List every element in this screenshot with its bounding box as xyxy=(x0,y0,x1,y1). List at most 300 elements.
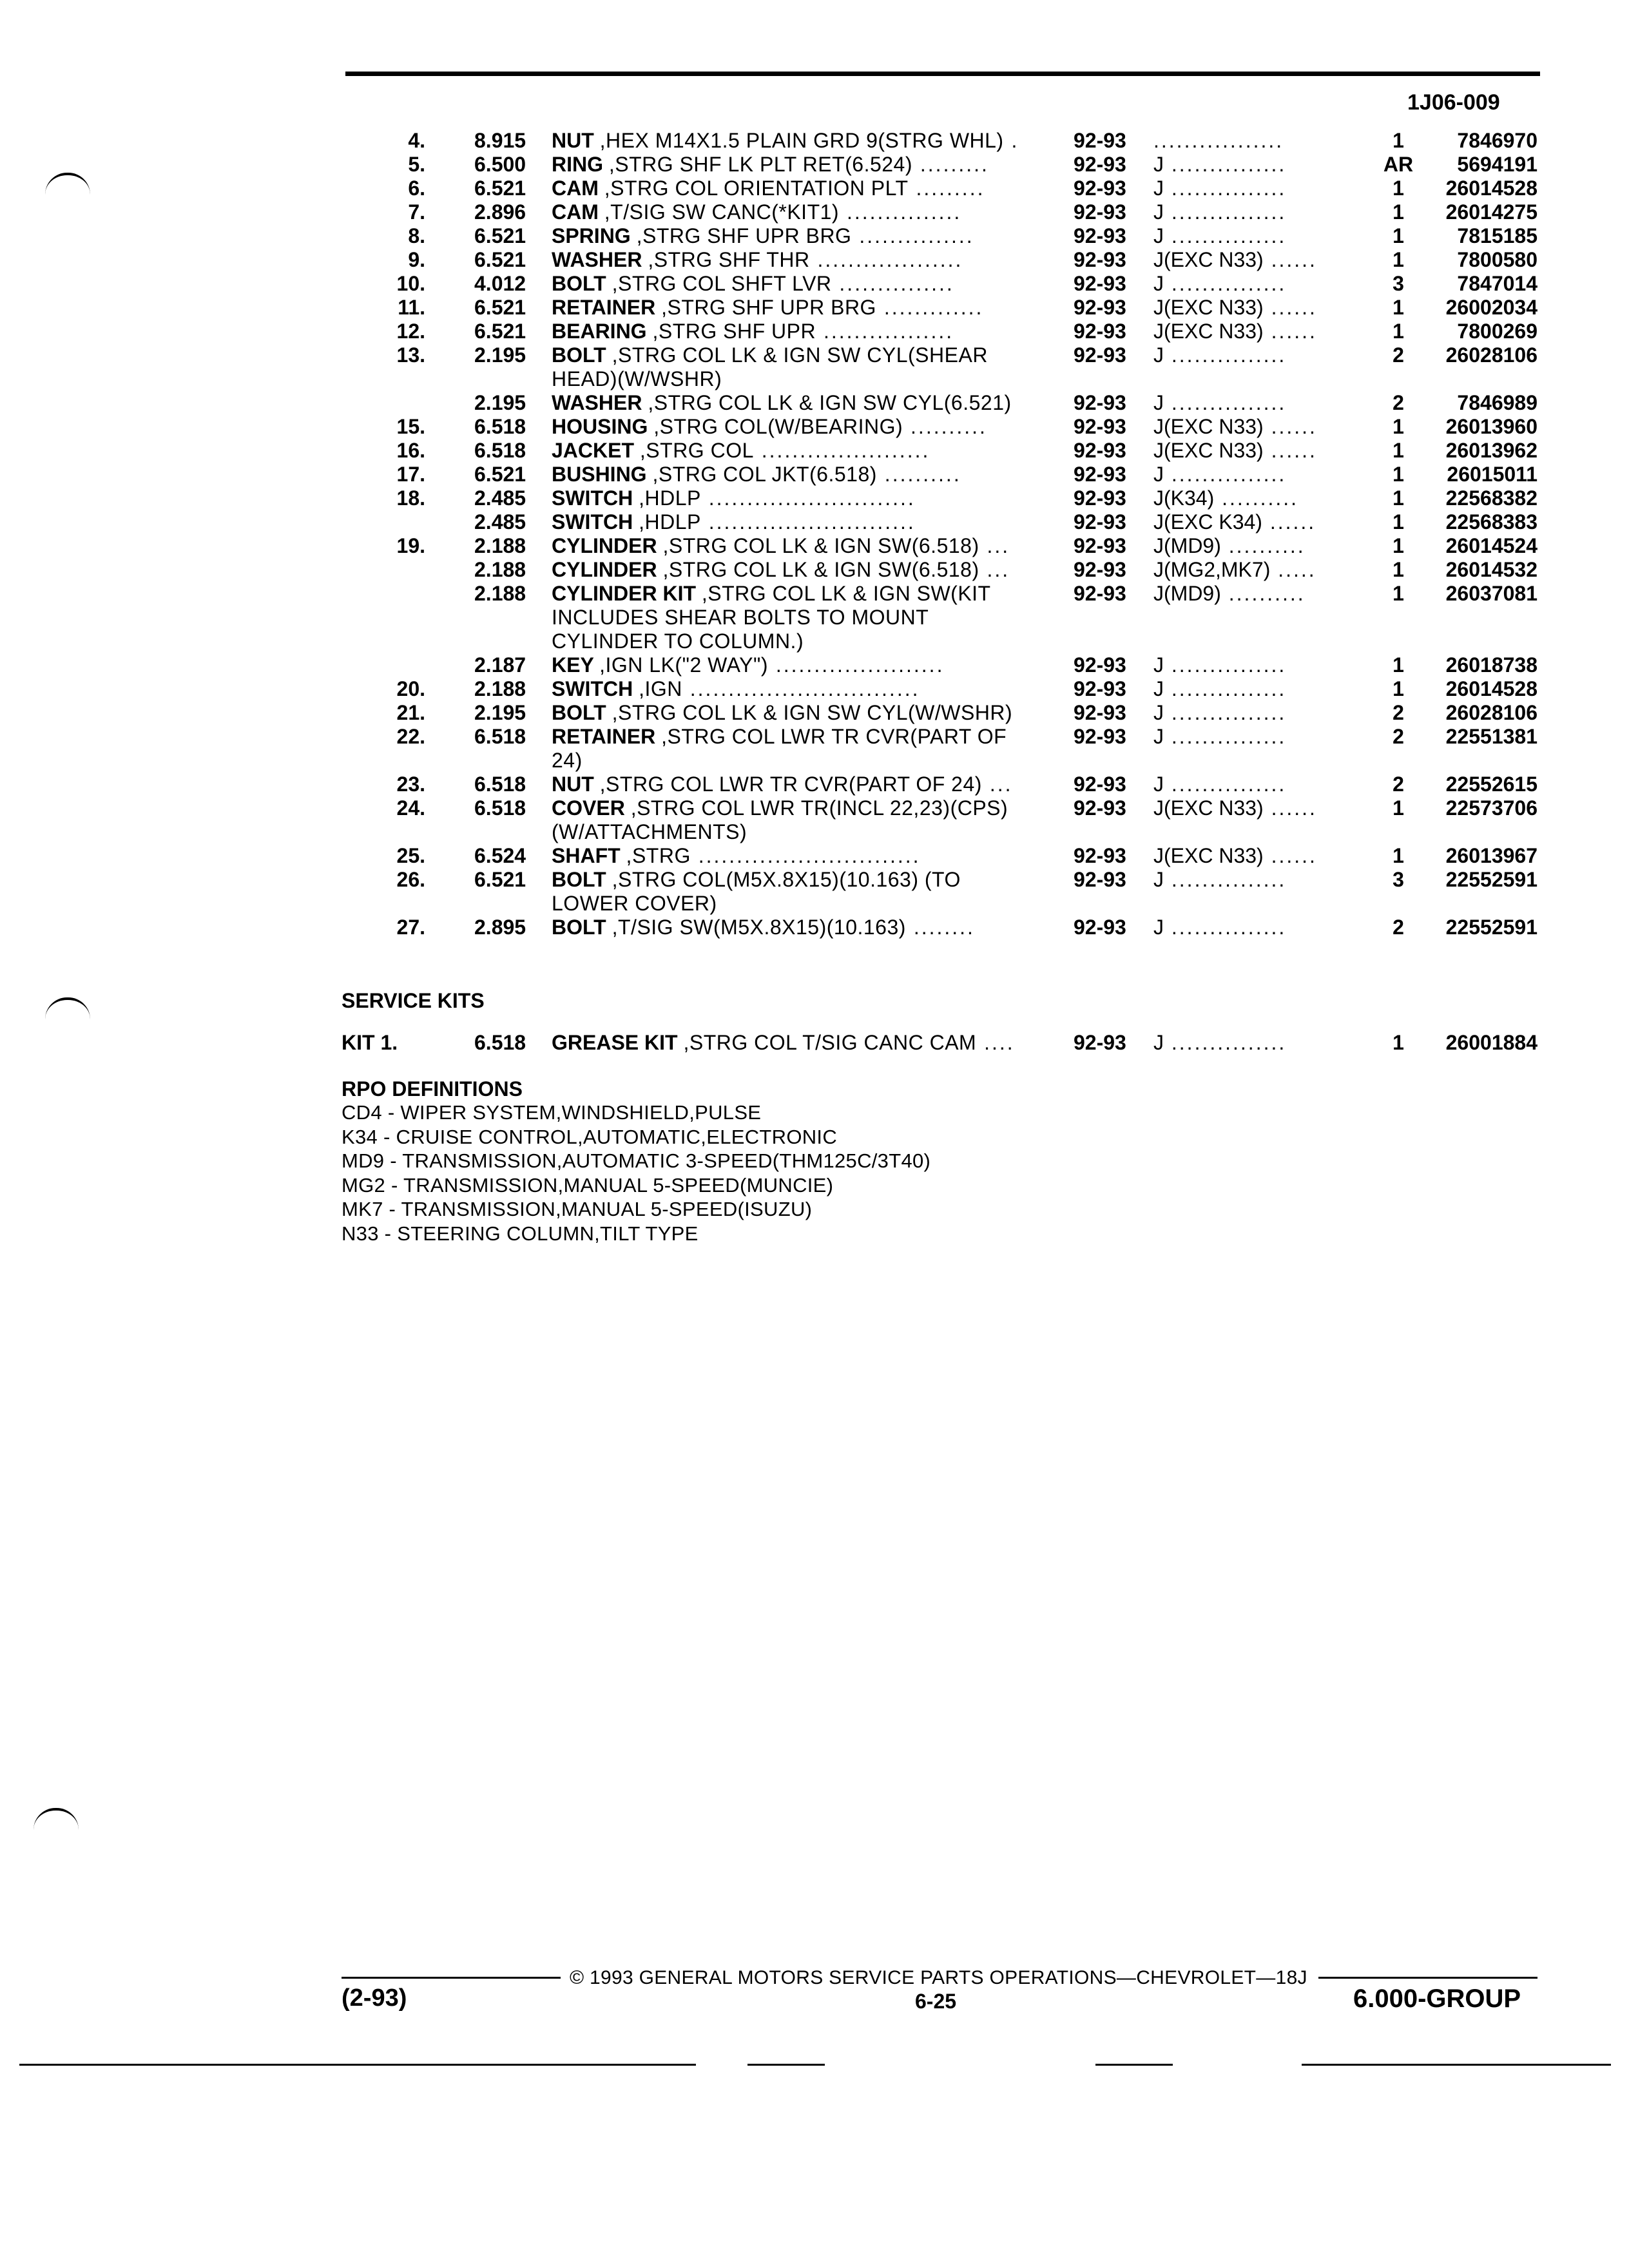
model-years: 92-93 xyxy=(1074,558,1126,581)
usage xyxy=(1153,463,1366,486)
kit-group: 6.518 xyxy=(474,1031,526,1054)
kit-dots: .... xyxy=(976,1031,1015,1054)
usage xyxy=(1153,677,1366,701)
usage-dots: .......... xyxy=(1214,486,1299,510)
leader-dots: ... xyxy=(981,773,1013,796)
quantity: AR xyxy=(1383,153,1414,176)
model-years: 92-93 xyxy=(1074,343,1126,367)
usage-dots: ...... xyxy=(1263,439,1317,462)
part-description xyxy=(552,796,1041,820)
part-number: 7847014 xyxy=(1457,272,1537,295)
usage-dots: ............... xyxy=(1164,463,1287,486)
part-row xyxy=(0,844,1629,868)
part-number: 22552591 xyxy=(1445,916,1537,939)
part-name: WASHER xyxy=(552,248,642,271)
part-row xyxy=(0,916,1629,939)
part-number: 7846989 xyxy=(1457,391,1537,414)
group-number: 6.518 xyxy=(474,773,526,796)
description-continuation xyxy=(0,892,1629,916)
part-desc: ,STRG COL LWR TR CVR(PART OF 24) xyxy=(599,773,982,796)
continuation-text: LOWER COVER) xyxy=(552,892,717,915)
model-years: 92-93 xyxy=(1074,582,1126,605)
footer-date: (2-93) xyxy=(342,1984,407,2012)
part-description xyxy=(552,391,1041,415)
item-number: 10. xyxy=(396,272,425,295)
part-name: SWITCH xyxy=(552,510,633,533)
quantity: 1 xyxy=(1393,320,1404,343)
item-number: 26. xyxy=(396,868,425,891)
item-number: 5. xyxy=(408,153,425,176)
usage xyxy=(1153,296,1366,320)
part-name: SWITCH xyxy=(552,486,633,510)
quantity: 1 xyxy=(1393,177,1404,200)
group-number: 2.188 xyxy=(474,534,526,557)
description-continuation xyxy=(0,629,1629,653)
group-number: 6.524 xyxy=(474,844,526,867)
usage xyxy=(1153,248,1366,272)
part-number: 26013960 xyxy=(1445,415,1537,438)
model-years: 92-93 xyxy=(1074,415,1126,438)
usage xyxy=(1153,343,1366,367)
part-desc: ,STRG COL JKT(6.518) xyxy=(652,463,877,486)
usage-code: J xyxy=(1153,272,1164,295)
usage xyxy=(1153,272,1366,296)
part-desc: ,STRG COL xyxy=(639,439,754,462)
group-number: 6.500 xyxy=(474,153,526,176)
usage-dots: ............... xyxy=(1164,200,1287,224)
description-continuation xyxy=(0,606,1629,629)
part-row xyxy=(0,582,1629,606)
page-number: 6-25 xyxy=(915,1990,957,2013)
usage xyxy=(1153,415,1366,439)
part-row xyxy=(0,725,1629,749)
part-description xyxy=(552,558,1041,582)
part-name: BOLT xyxy=(552,916,606,939)
continuation-text: (W/ATTACHMENTS) xyxy=(552,820,747,843)
part-number: 26037081 xyxy=(1445,582,1537,605)
kit-part-number: 26001884 xyxy=(1445,1031,1537,1054)
group-number: 2.485 xyxy=(474,510,526,533)
leader-dots: ......... xyxy=(912,153,989,176)
part-number: 26015011 xyxy=(1447,463,1537,486)
part-row xyxy=(0,296,1629,320)
rpo-definition: K34 - CRUISE CONTROL,AUTOMATIC,ELECTRONIC xyxy=(342,1125,838,1148)
group-number: 2.187 xyxy=(474,653,526,677)
part-description xyxy=(552,439,1041,463)
usage-dots: ............... xyxy=(1164,701,1287,724)
item-number: 20. xyxy=(396,677,425,700)
part-number: 22552615 xyxy=(1445,773,1537,796)
part-desc: ,STRG SHF LK PLT RET(6.524) xyxy=(608,153,912,176)
part-desc: ,STRG COL LK & IGN SW(KIT xyxy=(701,582,991,605)
leader-dots: ... xyxy=(979,558,1010,581)
part-description xyxy=(552,153,1041,177)
part-description xyxy=(552,510,1041,534)
part-desc: ,STRG SHF THR xyxy=(648,248,810,271)
part-name: CYLINDER xyxy=(552,558,657,581)
part-row xyxy=(0,153,1629,177)
part-name: NUT xyxy=(552,773,594,796)
item-number: 9. xyxy=(408,248,425,271)
part-name: CAM xyxy=(552,177,599,200)
part-name: HOUSING xyxy=(552,415,648,438)
part-number: 26018738 xyxy=(1445,653,1537,677)
quantity: 2 xyxy=(1393,343,1404,367)
part-number: 26028106 xyxy=(1445,701,1537,724)
usage-dots: ............... xyxy=(1164,725,1287,748)
quantity: 1 xyxy=(1393,200,1404,224)
part-description xyxy=(552,296,1041,320)
item-number: 21. xyxy=(396,701,425,724)
model-years: 92-93 xyxy=(1074,510,1126,533)
item-number: 24. xyxy=(396,796,425,820)
quantity: 1 xyxy=(1393,415,1404,438)
model-years: 92-93 xyxy=(1074,534,1126,557)
part-row xyxy=(0,343,1629,367)
usage xyxy=(1153,391,1366,415)
group-number: 2.895 xyxy=(474,916,526,939)
document-id: 1J06-009 xyxy=(1407,90,1500,115)
part-number: 26014528 xyxy=(1445,677,1537,700)
part-row xyxy=(0,701,1629,725)
quantity: 3 xyxy=(1393,272,1404,295)
bottom-rule xyxy=(747,2064,825,2066)
kit-years: 92-93 xyxy=(1074,1031,1126,1054)
description-continuation xyxy=(0,820,1629,844)
usage-dots: ............... xyxy=(1164,868,1287,891)
part-description xyxy=(552,582,1041,606)
part-row xyxy=(0,653,1629,677)
usage-dots: ............... xyxy=(1164,343,1287,367)
part-name: BOLT xyxy=(552,868,606,891)
description-continuation xyxy=(0,367,1629,391)
quantity: 2 xyxy=(1393,701,1404,724)
part-description xyxy=(552,486,1041,510)
usage-code: J(K34) xyxy=(1153,486,1215,510)
usage xyxy=(1153,534,1366,558)
part-desc: ,STRG COL LK & IGN SW CYL(6.521) xyxy=(648,391,1012,414)
part-name: BOLT xyxy=(552,701,606,724)
model-years: 92-93 xyxy=(1074,320,1126,343)
usage-code: J xyxy=(1153,868,1164,891)
usage-dots: .......... xyxy=(1220,582,1306,605)
leader-dots: .............................. xyxy=(682,677,920,700)
kit-usage-dots: ............... xyxy=(1164,1031,1287,1054)
usage-dots: ..... xyxy=(1270,558,1316,581)
model-years: 92-93 xyxy=(1074,701,1126,724)
model-years: 92-93 xyxy=(1074,773,1126,796)
part-row xyxy=(0,248,1629,272)
part-number: 22551381 xyxy=(1445,725,1537,748)
leader-dots: ......... xyxy=(908,177,985,200)
rpo-definition: MG2 - TRANSMISSION,MANUAL 5-SPEED(MUNCIE) xyxy=(342,1173,834,1196)
usage-code: J xyxy=(1153,677,1164,700)
part-desc: ,STRG COL ORIENTATION PLT xyxy=(604,177,909,200)
item-number: 8. xyxy=(408,224,425,247)
part-number: 26014528 xyxy=(1445,177,1537,200)
part-desc: ,STRG COL LWR TR CVR(PART OF xyxy=(661,725,1007,748)
part-row xyxy=(0,224,1629,248)
model-years: 92-93 xyxy=(1074,439,1126,462)
item-number: 11. xyxy=(398,296,425,319)
usage-code: J xyxy=(1153,701,1164,724)
model-years: 92-93 xyxy=(1074,677,1126,700)
kit-desc: ,STRG COL T/SIG CANC CAM xyxy=(683,1031,977,1054)
leader-dots: ............. xyxy=(876,296,984,319)
usage-dots: ............... xyxy=(1164,153,1287,176)
part-description xyxy=(552,129,1041,153)
part-name: CYLINDER xyxy=(552,534,657,557)
part-description xyxy=(552,224,1041,248)
rpo-definition: N33 - STEERING COLUMN,TILT TYPE xyxy=(342,1222,699,1245)
model-years: 92-93 xyxy=(1074,463,1126,486)
quantity: 2 xyxy=(1393,391,1404,414)
part-row xyxy=(0,534,1629,558)
part-number: 5694191 xyxy=(1457,153,1537,176)
model-years: 92-93 xyxy=(1074,486,1126,510)
item-number: 23. xyxy=(396,773,425,796)
model-years: 92-93 xyxy=(1074,224,1126,247)
leader-dots: ........ xyxy=(905,916,975,939)
part-number: 26013967 xyxy=(1445,844,1537,867)
group-number: 6.521 xyxy=(474,868,526,891)
model-years: 92-93 xyxy=(1074,296,1126,319)
leader-dots: ............... xyxy=(839,200,962,224)
part-name: WASHER xyxy=(552,391,642,414)
part-description xyxy=(552,320,1041,343)
service-kit-row xyxy=(0,1031,1629,1055)
usage-dots: ............... xyxy=(1164,177,1287,200)
usage-code: J xyxy=(1153,916,1164,939)
part-desc: ,STRG COL LK & IGN SW(6.518) xyxy=(662,558,979,581)
group-number: 2.485 xyxy=(474,486,526,510)
part-description xyxy=(552,200,1041,224)
part-description xyxy=(552,463,1041,486)
part-desc: ,STRG COL LK & IGN SW(6.518) xyxy=(662,534,979,557)
bottom-rule xyxy=(1095,2064,1173,2066)
part-row xyxy=(0,320,1629,343)
part-name: BOLT xyxy=(552,343,606,367)
item-number: 13. xyxy=(396,343,425,367)
usage-dots: ............... xyxy=(1164,391,1287,414)
usage-code: J(EXC K34) xyxy=(1153,510,1262,533)
leader-dots: ...................... xyxy=(753,439,930,462)
group-number: 8.915 xyxy=(474,129,526,152)
leader-dots: ............... xyxy=(831,272,954,295)
leader-dots: .......... xyxy=(876,463,961,486)
leader-dots: ...................... xyxy=(767,653,945,677)
quantity: 1 xyxy=(1393,510,1404,533)
quantity: 1 xyxy=(1393,558,1404,581)
usage xyxy=(1153,200,1366,224)
part-row xyxy=(0,486,1629,510)
kit-usage xyxy=(1153,1031,1366,1055)
usage-code: J xyxy=(1153,224,1164,247)
footer-copyright: © 1993 GENERAL MOTORS SERVICE PARTS OPERATIONS—CHEVROLET—18J xyxy=(570,1967,1307,1988)
group-number: 6.521 xyxy=(474,463,526,486)
usage xyxy=(1153,224,1366,248)
item-number: 19. xyxy=(396,534,425,557)
part-desc: ,STRG COL SHFT LVR xyxy=(612,272,832,295)
kit-description xyxy=(552,1031,1041,1055)
part-desc: ,STRG COL(W/BEARING) xyxy=(653,415,903,438)
usage xyxy=(1153,510,1366,534)
usage-code: J xyxy=(1153,391,1164,414)
usage xyxy=(1153,582,1366,606)
leader-dots: ........................... xyxy=(700,510,916,533)
usage xyxy=(1153,129,1366,153)
part-number: 22552591 xyxy=(1445,868,1537,891)
item-number: 7. xyxy=(408,200,425,224)
item-number: 27. xyxy=(396,916,425,939)
quantity: 1 xyxy=(1393,534,1404,557)
part-name: CAM xyxy=(552,200,599,224)
leader-dots: ................. xyxy=(816,320,954,343)
group-number: 2.188 xyxy=(474,677,526,700)
part-row xyxy=(0,773,1629,796)
usage-code: J xyxy=(1153,725,1164,748)
item-number: 22. xyxy=(396,725,425,748)
part-description xyxy=(552,653,1041,677)
part-description xyxy=(552,701,1041,725)
footer-rule-left xyxy=(342,1977,561,1979)
usage-dots: ............... xyxy=(1164,773,1287,796)
continuation-text: INCLUDES SHEAR BOLTS TO MOUNT xyxy=(552,606,929,629)
item-number: 6. xyxy=(408,177,425,200)
part-number: 26028106 xyxy=(1445,343,1537,367)
quantity: 1 xyxy=(1393,129,1404,152)
kit-usage-code: J xyxy=(1153,1031,1164,1054)
usage-dots: ...... xyxy=(1263,248,1317,271)
part-number: 7815185 xyxy=(1457,224,1537,247)
quantity: 2 xyxy=(1393,725,1404,748)
quantity: 1 xyxy=(1393,653,1404,677)
usage xyxy=(1153,725,1366,749)
part-desc: ,HEX M14X1.5 PLAIN GRD 9(STRG WHL) xyxy=(599,129,1004,152)
group-number: 2.195 xyxy=(474,701,526,724)
part-description xyxy=(552,916,1041,939)
bottom-rule xyxy=(1302,2064,1611,2066)
part-desc: ,IGN xyxy=(639,677,682,700)
quantity: 1 xyxy=(1393,486,1404,510)
part-name: RETAINER xyxy=(552,296,656,319)
usage xyxy=(1153,773,1366,796)
usage xyxy=(1153,653,1366,677)
group-number: 6.521 xyxy=(474,320,526,343)
usage xyxy=(1153,558,1366,582)
leader-dots: ............................. xyxy=(690,844,921,867)
part-name: SWITCH xyxy=(552,677,633,700)
usage-code: J xyxy=(1153,773,1164,796)
part-number: 26014532 xyxy=(1445,558,1537,581)
part-name: SHAFT xyxy=(552,844,621,867)
quantity: 2 xyxy=(1393,773,1404,796)
usage xyxy=(1153,486,1366,510)
part-desc: ,STRG COL(M5X.8X15)(10.163) (TO xyxy=(612,868,961,891)
part-description xyxy=(552,773,1041,796)
part-description xyxy=(552,868,1041,892)
usage-code: J(EXC N33) xyxy=(1153,844,1264,867)
leader-dots: ............... xyxy=(851,224,974,247)
quantity: 1 xyxy=(1393,463,1404,486)
part-number: 26013962 xyxy=(1445,439,1537,462)
part-name: JACKET xyxy=(552,439,635,462)
part-desc: ,STRG SHF UPR xyxy=(652,320,816,343)
usage-code: J(EXC N33) xyxy=(1153,296,1264,319)
part-row xyxy=(0,463,1629,486)
part-desc: ,HDLP xyxy=(639,486,701,510)
part-desc: ,STRG COL LWR TR(INCL 22,23)(CPS) xyxy=(630,796,1008,820)
part-description xyxy=(552,177,1041,200)
kit-item: KIT 1. xyxy=(342,1031,398,1054)
part-row xyxy=(0,677,1629,701)
usage xyxy=(1153,701,1366,725)
usage xyxy=(1153,439,1366,463)
group-number: 2.195 xyxy=(474,343,526,367)
part-desc: ,STRG SHF UPR BRG xyxy=(636,224,852,247)
model-years: 92-93 xyxy=(1074,153,1126,176)
usage xyxy=(1153,153,1366,177)
part-desc: ,STRG SHF UPR BRG xyxy=(661,296,876,319)
part-description xyxy=(552,725,1041,749)
quantity: 1 xyxy=(1393,582,1404,605)
group-number: 6.521 xyxy=(474,296,526,319)
part-number: 26014524 xyxy=(1445,534,1537,557)
usage xyxy=(1153,320,1366,343)
usage-code: J(MD9) xyxy=(1153,534,1221,557)
group-number: 2.896 xyxy=(474,200,526,224)
part-description xyxy=(552,677,1041,701)
group-number: 6.521 xyxy=(474,177,526,200)
part-name: RING xyxy=(552,153,603,176)
usage-code: J(EXC N33) xyxy=(1153,796,1264,820)
part-number: 7846970 xyxy=(1457,129,1537,152)
usage-dots: ...... xyxy=(1263,844,1317,867)
leader-dots: .......... xyxy=(903,415,987,438)
parts-table xyxy=(0,129,1629,939)
part-desc: ,T/SIG SW CANC(*KIT1) xyxy=(604,200,840,224)
group-number: 6.521 xyxy=(474,248,526,271)
model-years: 92-93 xyxy=(1074,129,1126,152)
part-number: 26014275 xyxy=(1445,200,1537,224)
usage-code: J(EXC N33) xyxy=(1153,320,1264,343)
usage xyxy=(1153,177,1366,200)
continuation-text: 24) xyxy=(552,749,583,772)
part-row xyxy=(0,868,1629,892)
part-number: 22568382 xyxy=(1445,486,1537,510)
part-row xyxy=(0,558,1629,582)
usage-code: J xyxy=(1153,153,1164,176)
quantity: 1 xyxy=(1393,796,1404,820)
group-number: 6.518 xyxy=(474,439,526,462)
kit-qty: 1 xyxy=(1393,1031,1404,1054)
model-years: 92-93 xyxy=(1074,844,1126,867)
model-years: 92-93 xyxy=(1074,796,1126,820)
quantity: 3 xyxy=(1393,868,1404,891)
leader-dots: ... xyxy=(979,534,1010,557)
leader-dots: ........................... xyxy=(700,486,916,510)
part-description xyxy=(552,844,1041,868)
model-years: 92-93 xyxy=(1074,248,1126,271)
part-name: RETAINER xyxy=(552,725,656,748)
quantity: 1 xyxy=(1393,439,1404,462)
model-years: 92-93 xyxy=(1074,653,1126,677)
leader-dots: . xyxy=(1003,129,1019,152)
part-name: BOLT xyxy=(552,272,606,295)
part-desc: ,STRG COL LK & IGN SW CYL(SHEAR xyxy=(612,343,988,367)
usage-dots: ............... xyxy=(1164,272,1287,295)
part-name: COVER xyxy=(552,796,625,820)
